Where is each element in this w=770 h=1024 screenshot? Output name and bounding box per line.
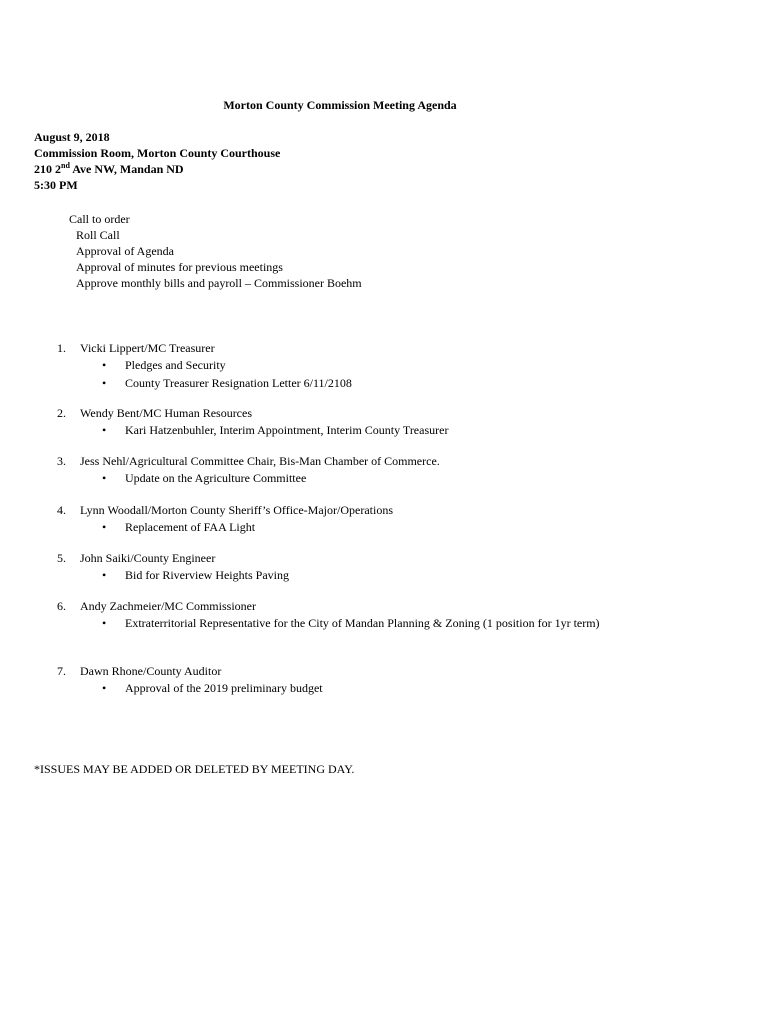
meeting-location: Commission Room, Morton County Courthouse bbox=[34, 146, 281, 160]
meeting-details bbox=[34, 129, 280, 193]
preliminary-items bbox=[69, 211, 362, 291]
bullet-icon: • bbox=[102, 616, 107, 630]
page-title: Morton County Commission Meeting Agenda bbox=[223, 98, 457, 112]
agenda-item-3 bbox=[57, 453, 757, 487]
item-bullet: Pledges and Security bbox=[125, 358, 226, 372]
preliminary-item: Approval of minutes for previous meetings bbox=[76, 260, 283, 274]
item-bullet: Approval of the 2019 preliminary budget bbox=[125, 681, 323, 695]
address-ordinal-suffix: nd bbox=[61, 161, 70, 170]
bullet-icon: • bbox=[102, 376, 107, 390]
item-number: 5. bbox=[57, 551, 66, 565]
agenda-item-6 bbox=[57, 598, 757, 632]
item-bullet: Bid for Riverview Heights Paving bbox=[125, 568, 289, 582]
address-number: 210 2 bbox=[34, 162, 61, 176]
agenda-item-7 bbox=[57, 663, 757, 697]
item-bullet: Kari Hatzenbuhler, Interim Appointment, Interim County Treasurer bbox=[125, 423, 449, 437]
item-bullet: Replacement of FAA Light bbox=[125, 520, 256, 534]
item-number: 1. bbox=[57, 341, 66, 355]
item-number: 4. bbox=[57, 503, 66, 517]
agenda-item-1 bbox=[57, 340, 757, 392]
item-bullet: Extraterritorial Representative for the City of Mandan Planning & Zoning (1 position for 1yr term) bbox=[125, 616, 600, 630]
address-street: Ave NW, Mandan ND bbox=[69, 162, 184, 176]
bullet-icon: • bbox=[102, 681, 107, 695]
item-title: Wendy Bent/MC Human Resources bbox=[80, 406, 253, 420]
bullet-icon: • bbox=[102, 358, 107, 372]
item-bullet: County Treasurer Resignation Letter 6/11/2108 bbox=[125, 376, 352, 390]
item-number: 6. bbox=[57, 599, 66, 613]
item-title: Jess Nehl/Agricultural Committee Chair, Bis-Man Chamber of Commerce. bbox=[80, 454, 440, 468]
item-title: Dawn Rhone/County Auditor bbox=[80, 664, 222, 678]
agenda-item-5 bbox=[57, 550, 757, 584]
footer-note: *ISSUES MAY BE ADDED OR DELETED BY MEETING DAY. bbox=[34, 762, 355, 776]
bullet-icon: • bbox=[102, 423, 107, 437]
preliminary-item: Roll Call bbox=[76, 228, 120, 242]
bullet-icon: • bbox=[102, 471, 107, 485]
item-number: 2. bbox=[57, 406, 66, 420]
meeting-date: August 9, 2018 bbox=[34, 130, 110, 144]
item-title: Andy Zachmeier/MC Commissioner bbox=[80, 599, 256, 613]
preliminary-item: Approve monthly bills and payroll – Commissioner Boehm bbox=[76, 276, 362, 290]
meeting-time: 5:30 PM bbox=[34, 178, 78, 192]
item-title: Vicki Lippert/MC Treasurer bbox=[80, 341, 215, 355]
item-title: Lynn Woodall/Morton County Sheriff’s Office-Major/Operations bbox=[80, 503, 393, 517]
item-number: 7. bbox=[57, 664, 66, 678]
bullet-icon: • bbox=[102, 568, 107, 582]
agenda-item-2 bbox=[57, 405, 757, 439]
bullet-icon: • bbox=[102, 520, 107, 534]
item-number: 3. bbox=[57, 454, 66, 468]
agenda-item-4 bbox=[57, 502, 757, 536]
meeting-address bbox=[34, 161, 280, 177]
item-title: John Saiki/County Engineer bbox=[80, 551, 216, 565]
preliminary-item: Approval of Agenda bbox=[76, 244, 174, 258]
item-bullet: Update on the Agriculture Committee bbox=[125, 471, 307, 485]
preliminary-item: Call to order bbox=[69, 212, 130, 226]
